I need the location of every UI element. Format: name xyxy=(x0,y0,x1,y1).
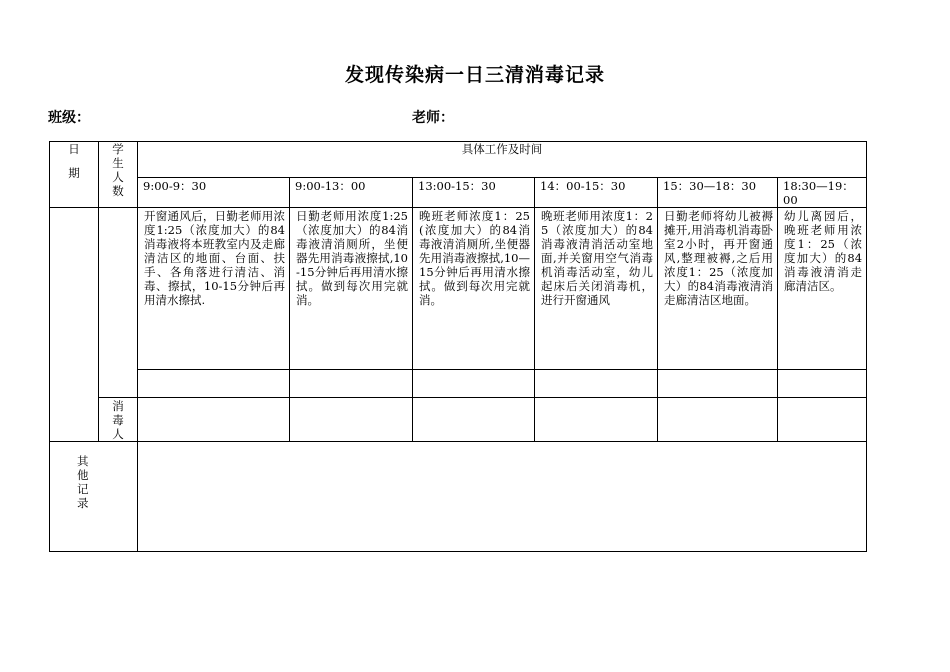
time-slot: 9:00-9：30 xyxy=(138,178,290,208)
blank-cell[interactable] xyxy=(413,370,535,398)
disinfector-signature-cell[interactable] xyxy=(778,398,867,442)
blank-cell[interactable] xyxy=(658,370,778,398)
task-description: 日勤老师用浓度1:25（浓度加大）的84消毒液清消厕所，坐便器先用消毒液擦拭,10-15分钟后再用清水擦拭。做到每次用完就消。 xyxy=(290,208,413,370)
document-title: 发现传染病一日三清消毒记录 xyxy=(344,64,605,86)
time-slot: 18:30—19：00 xyxy=(778,178,867,208)
task-description: 开窗通风后，日勤老师用浓度1:25（浓度加大）的84消毒液将本班教室内及走廊清洁区的地面、台面、扶手、各角落进行清洁、消毒、擦拭，10-15分钟后再用清水擦拭. xyxy=(138,208,290,370)
student-count-char: 人 xyxy=(112,170,124,184)
student-count-char: 生 xyxy=(112,156,124,170)
disinfector-char: 人 xyxy=(112,427,124,441)
disinfector-char: 消 xyxy=(112,399,124,413)
task-description: 幼儿离园后，晚班老师用浓度1：25（浓度加大）的84消毒液清消走廊清洁区。 xyxy=(778,208,867,370)
blank-cell[interactable] xyxy=(290,370,413,398)
task-description: 日勤老师将幼儿被褥摊开,用消毒机消毒卧室2小时，再开窗通风,整理被褥,之后用浓度1：25（浓度加大）的84消毒液清消走廊清洁区地面。 xyxy=(658,208,778,370)
student-count-label-cell xyxy=(99,142,138,208)
work-header: 具体工作及时间 xyxy=(138,142,867,178)
other-records-char: 其 xyxy=(77,454,89,468)
teacher-label: 老师： xyxy=(412,110,454,126)
blank-cell[interactable] xyxy=(138,370,290,398)
date-label-char: 日 xyxy=(68,142,80,156)
date-label-cell xyxy=(50,142,99,208)
time-slot: 9:00-13：00 xyxy=(290,178,413,208)
date-value-cell[interactable] xyxy=(50,208,99,442)
disinfector-label-cell xyxy=(99,398,138,442)
disinfector-signature-cell[interactable] xyxy=(535,398,658,442)
disinfector-signature-cell[interactable] xyxy=(413,398,535,442)
task-description: 晚班老师浓度1：25(浓度加大）的84消毒液清消厕所,坐便器先用消毒液擦拭,10—15分钟后再用清水擦拭。做到每次用完就消。 xyxy=(413,208,535,370)
date-label-char: 期 xyxy=(68,166,80,180)
disinfector-signature-cell[interactable] xyxy=(290,398,413,442)
disinfector-signature-cell[interactable] xyxy=(138,398,290,442)
task-description: 晚班老师用浓度1：25（浓度加大）的84消毒液清消活动室地面,并关窗用空气消毒机消毒活动室，幼儿起床后关闭消毒机，进行开窗通风 xyxy=(535,208,658,370)
time-slot: 15：30—18：30 xyxy=(658,178,778,208)
other-records-content-cell[interactable] xyxy=(138,442,867,552)
student-count-char: 数 xyxy=(112,184,124,198)
other-records-char: 录 xyxy=(77,496,89,510)
student-count-value-cell[interactable] xyxy=(99,208,138,398)
class-label: 班级： xyxy=(48,110,90,126)
time-slot: 14：00-15：30 xyxy=(535,178,658,208)
time-slot: 13:00-15：30 xyxy=(413,178,535,208)
student-count-char: 学 xyxy=(112,142,124,156)
other-records-char: 他 xyxy=(77,468,89,482)
other-records-label-cell xyxy=(50,442,138,552)
blank-cell[interactable] xyxy=(535,370,658,398)
disinfection-record-table xyxy=(49,141,867,552)
disinfector-signature-cell[interactable] xyxy=(658,398,778,442)
disinfector-char: 毒 xyxy=(112,413,124,427)
blank-cell[interactable] xyxy=(778,370,867,398)
other-records-char: 记 xyxy=(77,482,89,496)
